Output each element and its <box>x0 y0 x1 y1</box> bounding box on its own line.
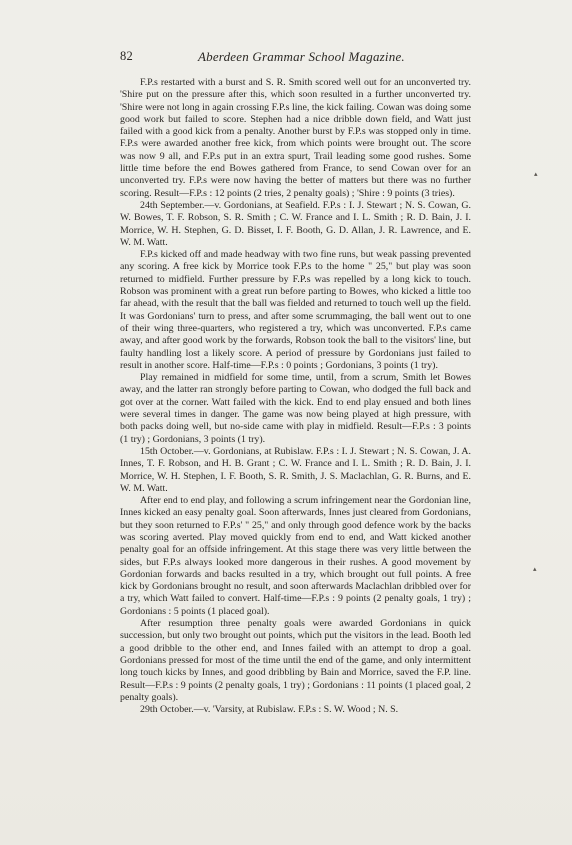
paragraph-gordonians-seafield-first-half: F.P.s kicked off and made headway with two fine runs, but weak passing prevented any scoring. A free kick by Morrice took F.P.s to the home " 25," but play was soon returned to midfield. Further pressure by F.P.s was repelled by a long kick to touch. Robson was prominent with a great run before parting to Bowes, who kicked a little too far ahead, with the result that the ball was fielded and returned to touch well up the field. It was Gordonians' turn to press, and after some scrummaging, the ball went out to one of their wing three-quarters, who registered a try, which was unconverted. F.P.s came away, and after good work by the forwards, Robson took the ball to the visitors' line, but faulty handling lost a likely score. A period of pressure by Gordonians just failed to result in another score. Half-time—F.P.s : 0 points ; Gordonians, 3 points (1 try). <box>120 249 471 371</box>
paragraph-gordonians-rubislaw-lineup: 15th October.—v. Gordonians, at Rubislaw. F.P.s : I. J. Stewart ; N. S. Cowan, J. A. Innes, T. F. Robson, and H. B. Grant ; C. W. France and I. L. Smith ; R. D. Bain, J. I. Morrice, W. H. Stephen, I. F. Booth, S. R. Smith, J. S. Maclachlan, G. R. Burns, and E. W. M. Watt. <box>120 445 471 494</box>
paragraph-gordonians-rubislaw-first-half: After end to end play, and following a scrum infringement near the Gordonian line, Innes kicked an easy penalty goal. Soon afterwards, Innes just cleared from Gordonians, but they soon returned to F.P.s' " 25," and only through good defence work by the backs was scoring averted. Play moved quickly from end to end, and Watt kicked another penalty goal for an offside infringement. At this stage there was very little between the sides, but F.P.s always looked more dangerous in their rushes. A good movement by Gordonian forwards and backs resulted in a try, which brought out full points. A free kick by Gordonians brought no result, and soon afterwards Maclachlan dribbled over for a try, which Watt failed to convert. Half-time—F.P.s : 9 points (2 penalty goals, 1 try) ; Gordonians : 5 points (1 placed goal). <box>120 495 471 617</box>
margin-mark: ▴ <box>533 565 537 573</box>
margin-mark: ▴ <box>534 170 538 178</box>
paragraph-gordonians-seafield-lineup: 24th September.—v. Gordonians, at Seafield. F.P.s : I. J. Stewart ; N. S. Cowan, G. W. Bowes, T. F. Robson, S. R. Smith ; C. W. France and I. L. Smith ; R. D. Bain, J. I. Morrice, W. H. Stephen, G. D. Bisset, I. F. Booth, G. D. Allan, J. R. Lawrence, and E. W. M. Watt. <box>120 199 471 248</box>
article-body <box>120 77 471 716</box>
running-title: Aberdeen Grammar School Magazine. <box>198 49 405 64</box>
paragraph-shire-match-continued: F.P.s restarted with a burst and S. R. Smith scored well out for an unconverted try. 'Shire put on the pressure after this, which soon resulted in a further unconverted try. 'Shire were not long in again crossing F.P.s line, the kick failing. Cowan was doing some good work but failed to score. Stephen had a nice dribble down field, and Watt just failed with a good kick from a penalty. Another burst by F.P.s was stopped only in time. F.P.s were awarded another free kick, from which points were brought out. The score was now 9 all, and F.P.s put in an extra spurt, Trail leading some good rushes. Some little time before the end Bowes gathered from France, to send Cowan over for an unconverted try. F.P.s were now having the better of matters but there was no further scoring. Result—F.P.s : 12 points (2 tries, 2 penalty goals) ; 'Shire : 9 points (3 tries). <box>120 77 471 199</box>
paragraph-varsity-lineup: 29th October.—v. 'Varsity, at Rubislaw. F.P.s : S. W. Wood ; N. S. <box>140 704 399 716</box>
page-header <box>120 49 520 67</box>
paragraph-gordonians-seafield-second-half: Play remained in midfield for some time, until, from a scrum, Smith let Bowes away, and the latter ran strongly before parting to Cowan, who dodged the full back and got over at the corner. Watt failed with the kick. End to end play ensued and both lines were several times in danger. The game was now being played at high pressure, with both packs doing well, but no-side came with play in midfield. Result—F.P.s : 3 points (1 try) ; Gordonians, 3 points (1 try). <box>120 372 471 445</box>
paragraph-gordonians-rubislaw-second-half: After resumption three penalty goals were awarded Gordonians in quick succession, but only two brought out points, which put the visitors in the lead. Booth led a good dribble to the other end, and Innes failed with an attempt to drop a goal. Gordonians pressed for most of the time until the end of the game, and only intermittent long touch kicks by Innes, and good dribbling by Bain and Morrice, saved the F.P. line. Result—F.P.s : 9 points (2 penalty goals, 1 try) ; Gordonians : 11 points (1 placed goal, 2 penalty goals). <box>120 618 471 703</box>
page-number: 82 <box>120 49 133 63</box>
